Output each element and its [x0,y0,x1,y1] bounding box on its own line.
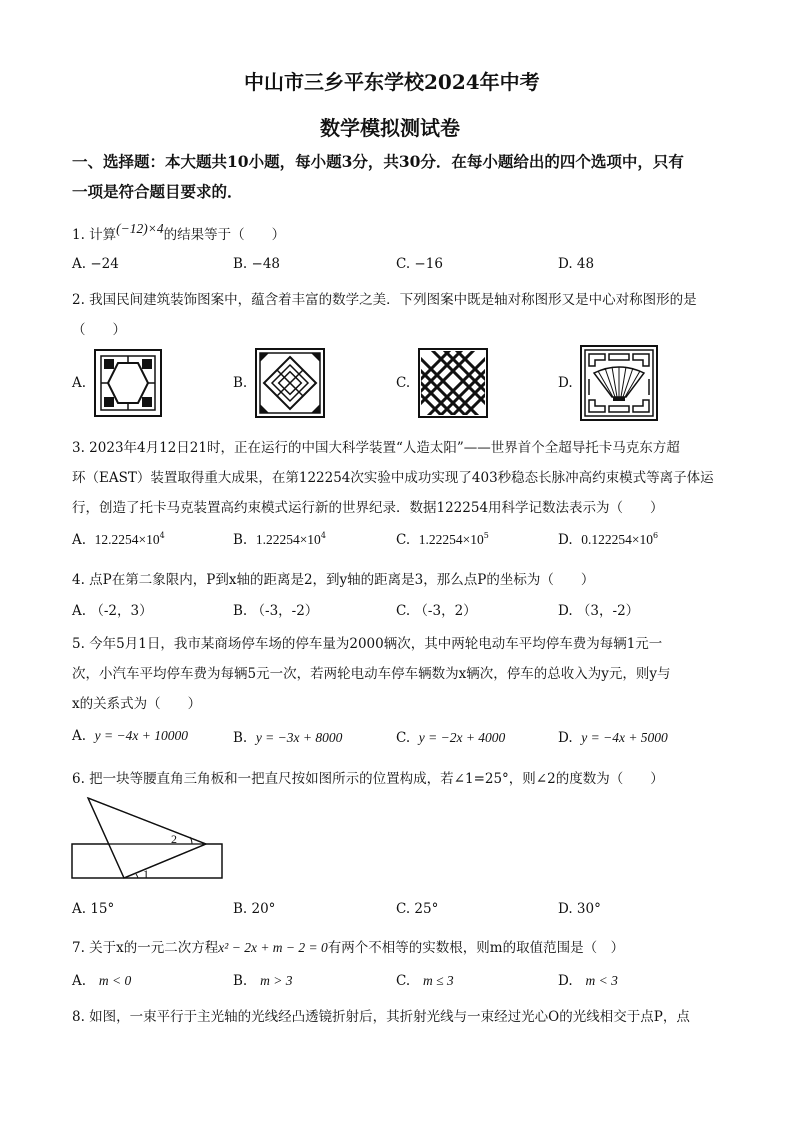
q5-option-c-label: C. [396,730,411,746]
q3-option-a-label: A. [72,532,87,548]
q3-option-d-base: 0.122254×10 [581,532,653,547]
q6-option-a: A. 15° [72,901,115,917]
q6-option-c: C. 25° [396,901,439,917]
q7-option-d-label: D. [558,973,573,989]
q4-option-b: B. （-3，-2） [233,603,319,619]
q4-stem: 4. 点P在第二象限内，P到x轴的距离是2，到y轴的距离是3，那么点P的坐标为（ ） [72,572,595,588]
q3-option-c-base: 1.22254×10 [418,532,484,547]
page-subtitle: 数学模拟测试卷 [320,116,460,140]
q3-option-d [558,531,658,548]
section-heading-line2: 一项是符合题目要求的． [72,182,243,201]
pattern-d-figure [580,345,658,421]
q2-option-d-label: D. [558,375,573,391]
q5-option-b-label: B. [233,730,248,746]
q3-option-a [72,531,165,548]
q7-option-c [396,973,454,989]
q6-angle2-label: 2 [171,832,177,846]
q5-option-a-label: A. [72,728,87,744]
q7-option-b-expression: m > 3 [260,973,293,988]
q5-option-a-expression: y = −4x + 10000 [94,728,188,743]
q3-stem-line2: 环（EAST）装置取得重大成果，在第122254次实验中成功实现了403秒稳态长脉冲高约束模式等离子体运 [72,470,714,486]
q4-option-a: A. （-2，3） [72,603,153,619]
pattern-b-figure [255,348,325,418]
q7-option-b-label: B. [233,973,248,989]
q2-option-c-label: C. [396,375,411,391]
q6-option-d: D. 30° [558,901,601,917]
q5-stem-line3: x的关系式为（ ） [72,696,202,712]
q3-stem-line3: 行，创造了托卡马克装置高约束模式运行新的世界纪录．数据122254用科学记数法表示为（ ） [72,500,664,516]
page-title: 中山市三乡平东学校2024年中考 [244,70,540,94]
q3-option-d-label: D. [558,532,573,548]
q5-option-d-label: D. [558,730,573,746]
q8-stem-line1: 8. 如图，一束平行于主光轴的光线经凸透镜折射后，其折射光线与一束经过光心O的光线相交于点P，点 [72,1009,690,1025]
q4-option-c: C. （-3，2） [396,603,477,619]
q2-option-a-label: A. [72,375,87,391]
q5-stem-line2: 次，小汽车平均停车费为每辆5元一次，若两轮电动车停车辆数为x辆次，停车的总收入为y元，则y与 [72,666,671,682]
section-heading-line1: 一、选择题：本大题共10小题，每小题3分，共30分．在每小题给出的四个选项中，只有 [72,152,684,171]
q3-stem-line1: 3. 2023年4月12日21时，正在运行的中国大科学装置“人造太阳”——世界首个全超导托卡马克东方超 [72,440,680,456]
q3-option-c [396,531,489,548]
q5-stem-line1: 5. 今年5月1日，我市某商场停车场的停车量为2000辆次，其中两轮电动车平均停车费为每辆1元一 [72,636,663,652]
q7-option-c-label: C. [396,973,411,989]
q5-option-c-expression: y = −2x + 4000 [418,730,506,745]
q2-stem-line1: 2. 我国民间建筑装饰图案中，蕴含着丰富的数学之美．下列图案中既是轴对称图形又是中心对称图形的是 [72,292,697,308]
q3-option-a-base: 12.2254×10 [94,532,160,547]
q5-option-d-expression: y = −4x + 5000 [581,730,668,745]
q7-option-d-expression: m < 3 [585,973,618,988]
q3-option-b-label: B. [233,532,248,548]
q3-option-b-base: 1.22254×10 [255,532,321,547]
q6-figure [70,796,225,886]
q2-option-b-label: B. [233,375,248,391]
q6-stem: 6. 把一块等腰直角三角板和一把直尺按如图所示的位置构成，若∠1=25°，则∠2的度数为（ ） [72,771,664,787]
q1-expression: (−12)×4 [116,221,164,236]
q5-option-b [233,730,342,746]
q4-option-d: D. （3，-2） [558,603,640,619]
q6-option-b: B. 20° [233,901,276,917]
q7-option-a-expression: m < 0 [98,973,132,988]
q7-option-c-expression: m ≤ 3 [423,973,454,988]
q7-option-b [233,973,292,989]
q7-option-a [72,973,131,989]
q7-option-d [558,973,618,989]
q5-option-a [72,728,188,744]
q7-suffix: 有两个不相等的实数根，则m的取值范围是（ ） [327,940,625,956]
q5-option-b-expression: y = −3x + 8000 [255,730,343,745]
q7-expression: x² − 2x + m − 2 = 0 [218,940,328,955]
q1-option-b: B. −48 [233,256,280,272]
q2-stem-line2: （ ） [72,322,126,338]
q1-prefix: 1. 计算 [72,227,117,243]
q1-stem [72,223,285,243]
q3-option-c-exponent: 5 [483,531,489,540]
q3-option-d-exponent: 6 [652,531,659,540]
q3-option-c-label: C. [396,532,411,548]
q5-option-d [558,730,668,746]
q1-option-c: C. −16 [396,256,443,272]
q3-option-a-exponent: 4 [159,531,165,540]
q1-option-d: D. 48 [558,256,595,272]
q3-option-b-exponent: 4 [320,531,326,540]
q7-stem [72,936,624,956]
q1-option-a: A. −24 [72,256,119,272]
q5-option-c [396,730,505,746]
pattern-c-figure [418,348,488,418]
q3-option-b [233,531,326,548]
q7-option-a-label: A. [72,973,87,989]
q7-prefix: 7. 关于x的一元二次方程 [72,940,219,956]
pattern-a-figure [94,349,162,417]
q1-suffix: 的结果等于（ ） [163,227,286,243]
q6-angle1-label: 1 [143,867,149,881]
